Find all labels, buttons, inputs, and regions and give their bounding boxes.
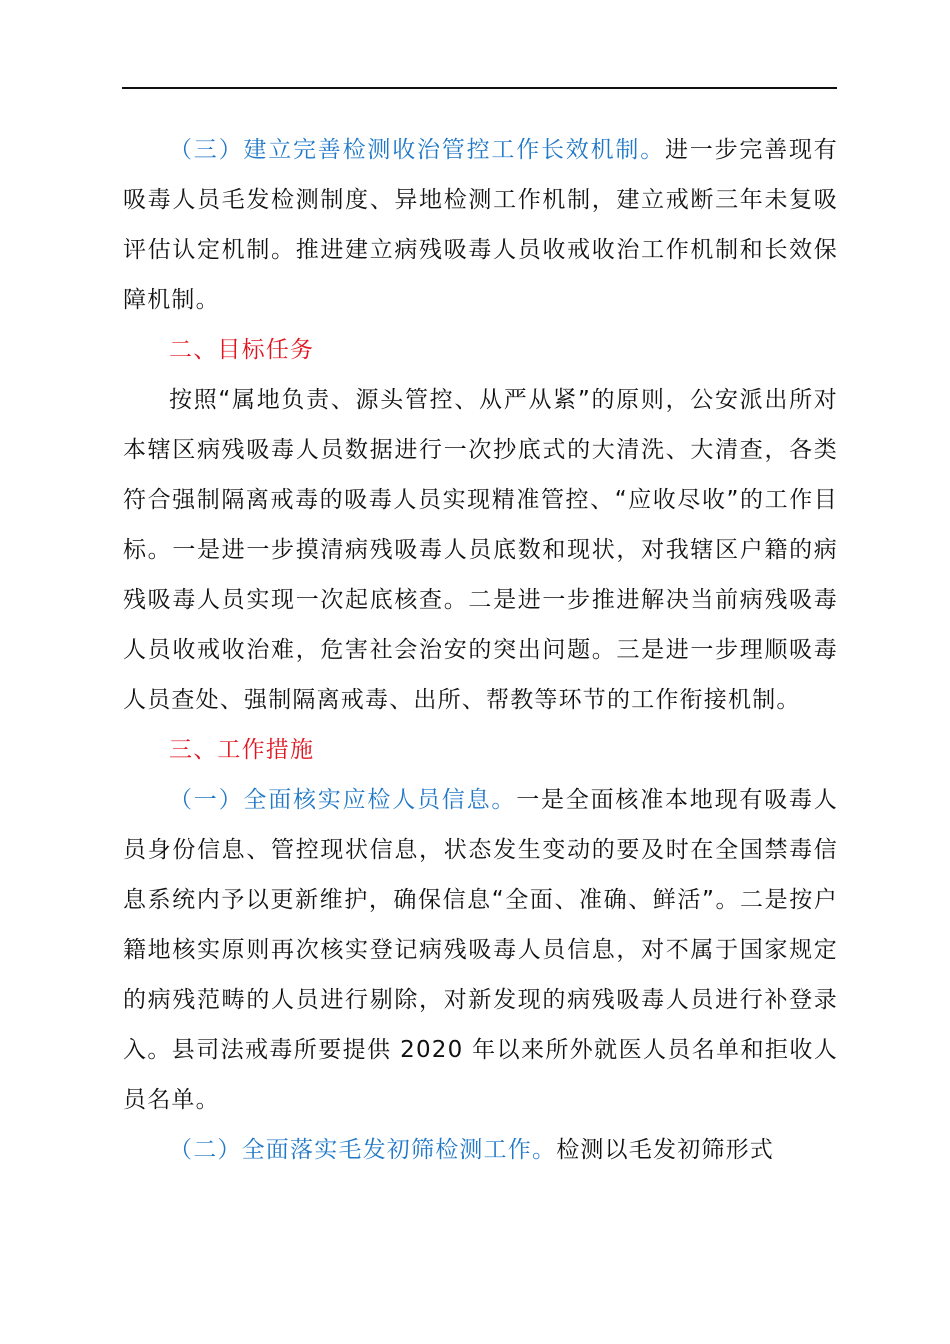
heading-mechanism: （三）建立完善检测收治管控工作长效机制。 [169,137,665,163]
section-heading-measures [123,725,838,775]
paragraph-text: 进一步完善现有吸毒人员毛发检测制度、异地检测工作机制，建立戒断三年未复吸评估认定机制。推进建立病残吸毒人员收戒收治工作机制和长效保障机制。 [123,137,838,313]
heading-verify-info: （一）全面核实应检人员信息。 [169,787,517,813]
heading-goals: 二、目标任务 [169,337,315,363]
paragraph-text: 检测以毛发初筛形式 [556,1137,775,1163]
paragraph-goals [123,375,838,725]
heading-measures: 三、工作措施 [169,737,315,763]
paragraph-text: 一是全面核准本地现有吸毒人员身份信息、管控现状信息，状态发生变动的要及时在全国禁毒信息系统内予以更新维护，确保信息“全面、准确、鲜活”。二是按户籍地核实原则再次核实登记病残吸毒人员信息，对不属于国家规定的病残范畴的人员进行剔除，对新发现的病残吸毒人员进行补登录入。县司法戒毒所要提供 2020 年以来所外就医人员名单和拒收人员名单。 [123,787,838,1113]
paragraph-text: 按照“属地负责、源头管控、从严从紧”的原则，公安派出所对本辖区病残吸毒人员数据进行一次抄底式的大清洗、大清查，各类符合强制隔离戒毒的吸毒人员实现精准管控、“应收尽收”的工作目标。一是进一步摸清病残吸毒人员底数和现状，对我辖区户籍的病残吸毒人员实现一次起底核查。二是进一步推进解决当前病残吸毒人员收戒收治难，危害社会治安的突出问题。三是进一步理顺吸毒人员查处、强制隔离戒毒、出所、帮教等环节的工作衔接机制。 [123,387,838,713]
paragraph-hair-test [123,1125,838,1175]
section-heading-goals [123,325,838,375]
paragraph-verify-info [123,775,838,1125]
heading-hair-test: （二）全面落实毛发初筛检测工作。 [169,1137,557,1163]
paragraph-mechanism [123,125,838,325]
header-rule [122,87,837,89]
document-body [123,125,838,1175]
